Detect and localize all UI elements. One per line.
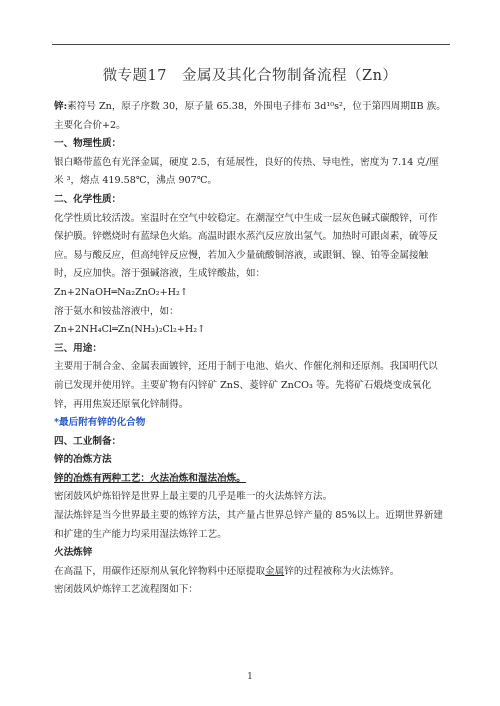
smelting-text-1: 密闭鼓风炉炼铅锌是世界上最主要的几乎是唯一的火法炼锌方法。 (54, 491, 333, 503)
fire-smelting-text (54, 563, 446, 582)
ammonia-text: 溶于氨水和铵盐溶液中，如： (54, 305, 179, 317)
metal-link: 金属 (265, 565, 285, 577)
smelting-subheading: 锌的冶炼有两种工艺：火法冶炼和湿法冶炼。 (54, 472, 246, 484)
intro-text: 素符号 Zn，原子序数 30，原子量 65.38，外围电子排布 3d¹⁰s²，位于第四周期ⅡB 族。主要化合价+2。 (54, 101, 446, 131)
physical-properties-text: 银白略带蓝色有光泽金属，硬度 2.5，有延展性，良好的传热、导电性，密度为 7.14 克/厘米 ³，熔点 419.58℃，沸点 907℃。 (54, 156, 439, 187)
flow-intro-text: 密闭鼓风炉炼锌工艺流程图如下： (54, 584, 198, 596)
chemical-properties-text: 化学性质比较活泼。室温时在空气中较稳定。在潮湿空气中生成一层灰色碱式碳酸锌，可作保护膜。锌燃烧时有蓝绿色火焰。高温时跟水蒸汽反应放出氢气。加热时可跟卤素，硫等反应。易与酸反应，但高纯锌反应慢，若加入少量硫酸铜溶液，或跟铜、镍、铂等金属接触时，反应加快。溶于强碱溶液，生成锌酸盐，如： (54, 212, 438, 280)
document-body (54, 98, 446, 600)
header-rule (52, 44, 450, 45)
physical-properties-heading: 一、物理性质： (54, 138, 122, 150)
equation-naoh: Zn+2NaOH═Na₂ZnO₂+H₂↑ (54, 286, 188, 298)
fire-smelting-heading: 火法炼锌 (54, 547, 93, 559)
uses-heading: 三、用途： (54, 342, 102, 354)
equation-nh4cl: Zn+2NH₄Cl═Zn(NH₃)₂Cl₂+H₂↑ (54, 324, 206, 336)
page-title: 微专题17 金属及其化合物制备流程（Zn） (102, 68, 398, 84)
chemical-properties-heading: 二、化学性质： (54, 193, 122, 205)
smelting-text-2: 湿法炼锌是当今世界最主要的炼锌方法，其产量占世界总锌产量的 85%以上。近期世界新建和扩建的生产能力均采用湿法炼锌工艺。 (54, 510, 443, 540)
smelting-methods-heading: 锌的冶炼方法 (54, 454, 112, 466)
page-number: 1 (247, 672, 253, 682)
fire-text-after: 锌的过程被称为火法炼锌。 (284, 565, 400, 577)
industrial-heading: 四、工业制备： (54, 435, 122, 447)
intro-label: 锌: (54, 101, 68, 112)
intro-paragraph (54, 98, 446, 135)
uses-text: 主要用于制合金、金属表面镀锌，还用于制于电池、焰火、作催化剂和还原剂。我国明代以前已发现并使用锌。主要矿物有闪锌矿 ZnS、菱锌矿 ZnCO₃ 等。先将矿石煅烧变成氧化锌，再用焦炭还原氧化锌制得。 (54, 361, 438, 410)
fire-text-before: 在高温下，用碳作还原剂从氧化锌物料中还原提取 (54, 565, 266, 577)
compounds-note: *最后附有锌的化合物 (54, 417, 146, 429)
